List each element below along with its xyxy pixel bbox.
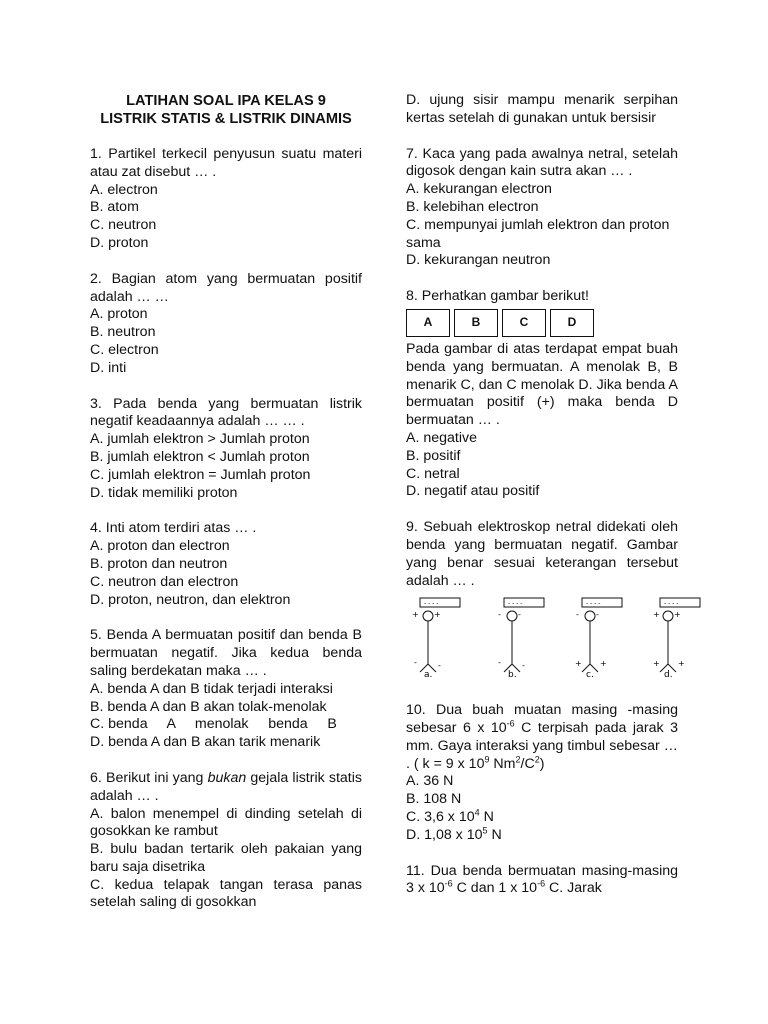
- svg-text:+: +: [653, 659, 660, 669]
- svg-text:- - - -: - - - -: [508, 600, 523, 608]
- question-2-option-a: A. proton: [90, 306, 148, 323]
- question-3-option-d: D. tidak memiliki proton: [90, 484, 238, 501]
- question-1-option-a: A. electron: [90, 181, 158, 198]
- question-11-exp-1: -6: [444, 878, 453, 889]
- charge-box-c: C: [502, 309, 546, 337]
- question-4-option-b: B. proton dan neutron: [90, 555, 228, 572]
- question-3-option-a: A. jumlah elektron > Jumlah proton: [90, 431, 310, 448]
- question-10-option-a: A. 36 N: [406, 773, 454, 790]
- question-11: [406, 863, 678, 899]
- svg-text:+: +: [674, 610, 681, 620]
- svg-text:+: +: [678, 659, 685, 669]
- question-5-option-a: A. benda A dan B tidak terjadi interaksi: [90, 680, 333, 697]
- question-10-exp-1: -6: [506, 718, 515, 729]
- question-10-option-b: B. 108 N: [406, 791, 462, 808]
- question-5: [90, 627, 362, 752]
- question-6-stem-start: 6. Berikut ini yang: [90, 769, 208, 786]
- question-9: [406, 519, 685, 684]
- question-10-close: ): [539, 755, 545, 772]
- question-3: [90, 396, 362, 503]
- svg-text:-: -: [414, 658, 417, 668]
- svg-text:-: -: [576, 610, 579, 620]
- question-6-stem-end: gejala listrik statis adalah … .: [90, 769, 362, 804]
- question-5-option-c: C. benda A menolak benda B: [90, 716, 337, 733]
- svg-text:+: +: [575, 659, 582, 669]
- question-1-option-b: B. atom: [90, 199, 139, 216]
- worksheet-title: [90, 92, 362, 128]
- question-8-body: Pada gambar di atas terdapat empat buah benda yang bermuatan. A menolak B, B menarik C, dan C menolak D. Jika benda A bermuatan positif (+) maka benda D bermuatan … .: [406, 340, 678, 429]
- question-8-option-b: B. positif: [406, 447, 461, 464]
- question-2-option-b: B. neutron: [90, 324, 156, 341]
- svg-text:+: +: [653, 610, 660, 620]
- svg-text:+: +: [600, 659, 607, 669]
- question-5-option-d: D. benda A dan B akan tarik menarik: [90, 734, 321, 751]
- svg-text:+: +: [412, 610, 419, 620]
- question-7: [406, 146, 678, 271]
- charge-box-a: A: [406, 309, 450, 337]
- question-11-exp-2: -6: [537, 878, 546, 889]
- question-8-stem: 8. Perhatkan gambar berikut!: [406, 288, 589, 305]
- question-1-stem: 1. Partikel terkecil penyusun suatu materi atau zat disebut … .: [90, 146, 362, 180]
- question-10-unit: Nm: [489, 755, 516, 772]
- question-4-option-a: A. proton dan electron: [90, 538, 230, 555]
- question-1-option-d: D. proton: [90, 234, 149, 251]
- question-11-stem-mid: C dan 1 x 10: [452, 880, 538, 897]
- question-10-stem-start: 10. Dua buah muatan masing -masing sebesar 6 x 10: [406, 702, 678, 736]
- question-3-option-b: B. jumlah elektron < Jumlah proton: [90, 448, 310, 465]
- charge-boxes: [406, 309, 678, 337]
- question-8-option-a: A. negative: [406, 429, 477, 446]
- question-10-option-d-exp: 5: [482, 824, 488, 835]
- question-6-stem: [90, 770, 362, 806]
- electroscope-c: [575, 598, 622, 678]
- question-10-option-d: [406, 824, 678, 845]
- charge-box-d: D: [550, 309, 594, 337]
- question-7-stem: 7. Kaca yang pada awalnya netral, setelah digosok dengan kain sutra akan … .: [406, 145, 678, 180]
- question-4-option-c: C. neutron dan electron: [90, 573, 239, 590]
- question-7-option-a: A. kekurangan electron: [406, 181, 552, 198]
- svg-text:-: -: [518, 610, 521, 620]
- question-10-stem-mid: C terpisah pada jarak 3 mm. Gaya interaksi yang timbul sebesar … . ( k = 9 x 10: [406, 719, 678, 772]
- title-line-2: LISTRIK STATIS & LISTRIK DINAMIS: [100, 111, 352, 127]
- question-5-option-b: B. benda A dan B akan tolak-menolak: [90, 698, 327, 715]
- question-8: [406, 288, 678, 501]
- question-3-stem: 3. Pada benda yang bermuatan listrik negatif keadaannya adalah … … .: [90, 395, 362, 430]
- question-5-stem: 5. Benda A bermuatan positif dan benda B bermuatan negatif. Jika kedua benda saling berdekatan maka … .: [90, 627, 362, 679]
- electroscope-label-b: b.: [508, 670, 517, 679]
- question-6-continued: [406, 92, 678, 128]
- question-6-stem-emphasis: bukan: [207, 769, 247, 786]
- question-7-option-d: D. kekurangan neutron: [406, 252, 551, 269]
- question-2: [90, 271, 362, 378]
- question-10-option-c: [406, 809, 678, 827]
- electroscope-label-d: d.: [664, 670, 673, 679]
- svg-text:+: +: [434, 610, 441, 620]
- question-10-exp-4: 2: [534, 753, 540, 764]
- question-10-unit-2: /C: [520, 755, 535, 772]
- charge-box-b: B: [454, 309, 498, 337]
- question-9-stem: 9. Sebuah elektroskop netral didekati oleh benda yang bermuatan negatif. Gambar yang benar sesuai keterangan tersebut adalah … .: [406, 519, 678, 589]
- title-line-1: LATIHAN SOAL IPA KELAS 9: [126, 93, 326, 109]
- svg-text:-: -: [498, 658, 501, 668]
- question-10-option-c-unit: N: [479, 808, 494, 825]
- svg-text:- - - -: - - - -: [586, 600, 601, 608]
- electroscope-figures: [406, 596, 706, 678]
- svg-text:-: -: [498, 610, 501, 620]
- question-2-option-c: C. electron: [90, 341, 159, 358]
- left-column: [90, 92, 362, 912]
- question-11-stem-end: C. Jarak: [545, 880, 602, 897]
- question-6-option-a: A. balon menempel di dinding setelah di gosokkan ke rambut: [90, 805, 362, 840]
- svg-text:-: -: [438, 661, 441, 671]
- electroscope-label-a: a.: [424, 670, 433, 679]
- question-2-stem: 2. Bagian atom yang bermuatan positif adalah … …: [90, 270, 362, 305]
- question-7-option-b: B. kelebihan electron: [406, 198, 539, 215]
- question-6: [90, 770, 362, 912]
- question-10-exp-2: 9: [484, 753, 490, 764]
- question-3-option-c: C. jumlah elektron = Jumlah proton: [90, 466, 311, 483]
- electroscope-d: [653, 598, 700, 678]
- question-6-option-b: B. bulu badan tertarik oleh pakaian yang baru saja disetrika: [90, 841, 362, 875]
- question-4-stem: 4. Inti atom terdiri atas … .: [90, 520, 257, 537]
- svg-text:-: -: [596, 610, 599, 620]
- right-column: [406, 92, 685, 898]
- question-11-stem-start: 11. Dua benda bermuatan masing-masing 3 x 10: [406, 862, 678, 897]
- svg-text:- - - -: - - - -: [424, 600, 439, 608]
- question-6-option-d: D. ujung sisir mampu menarik serpihan kertas setelah di gunakan untuk bersisir: [406, 92, 678, 126]
- svg-text:- - - -: - - - -: [664, 600, 679, 608]
- question-10-stem: [406, 702, 678, 773]
- electroscope-b: [498, 598, 544, 678]
- electroscope-label-c: c.: [586, 670, 594, 679]
- question-10-option-c-base: C. 3,6 x 10: [406, 808, 475, 825]
- question-1-option-c: C. neutron: [90, 217, 157, 234]
- question-2-option-d: D. inti: [90, 359, 127, 376]
- question-8-option-c: C. netral: [406, 465, 460, 482]
- question-10-option-d-base: D. 1,08 x 10: [406, 826, 483, 843]
- question-10-exp-3: 2: [515, 753, 521, 764]
- electroscope-a: [412, 598, 460, 678]
- question-4-option-d: D. proton, neutron, dan elektron: [90, 591, 291, 608]
- question-11-stem: [406, 863, 678, 899]
- question-7-option-c: C. mempunyai jumlah elektron dan proton sama: [406, 216, 670, 251]
- question-10: [406, 702, 678, 844]
- question-1: [90, 146, 362, 253]
- svg-text:-: -: [522, 661, 525, 671]
- question-8-option-d: D. negatif atau positif: [406, 483, 540, 500]
- question-6-option-c: C. kedua telapak tangan terasa panas setelah saling di gosokkan: [90, 876, 362, 911]
- question-10-option-d-unit: N: [487, 826, 502, 843]
- question-4: [90, 520, 362, 609]
- question-10-option-c-exp: 4: [474, 807, 480, 818]
